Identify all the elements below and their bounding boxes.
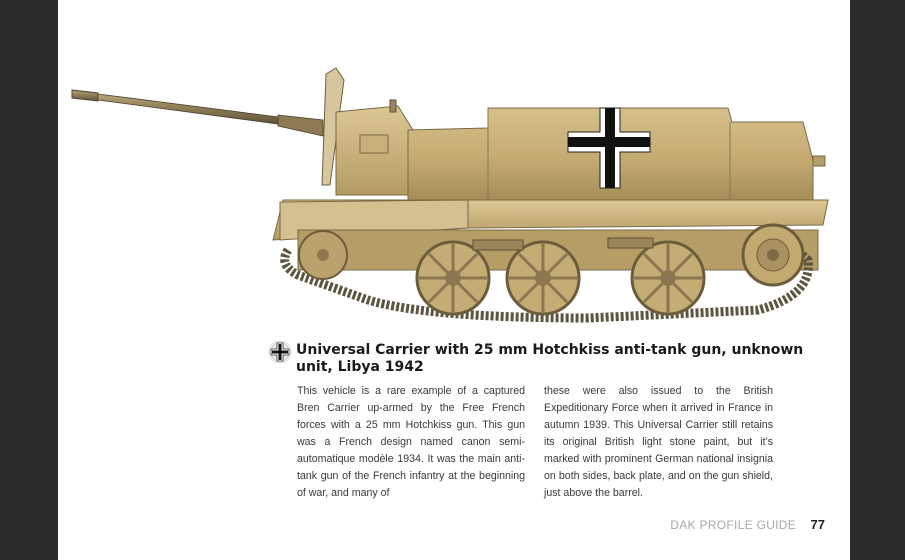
caption-title: Universal Carrier with 25 mm Hotchkiss anti-tank gun, unknown unit, Libya 1942 (296, 342, 804, 375)
body-text-column-2: these were also issued to the British Expeditionary Force when it arrived in France in autumn 1939. This Universal Carrier still retains its original British light stone paint, but it’s marked with prominent German national insignia on both sides, back plate, and on the gun shield, just above the barrel. (544, 385, 773, 499)
book-page (58, 0, 850, 560)
balkenkreuz-icon (268, 340, 292, 364)
running-footer-title: DAK PROFILE GUIDE (670, 518, 797, 532)
gun-barrel (72, 90, 323, 136)
page-footer (670, 516, 825, 534)
right-gutter (850, 0, 905, 560)
left-gutter (0, 0, 58, 560)
fighting-compartment (336, 100, 413, 195)
page-number: 77 (810, 517, 825, 532)
body-text-column-1: This vehicle is a rare example of a captured Bren Carrier up-armed by the Free French forces with a 25 mm Hotchkiss gun. This gun was a French design named canon semi-automatique modèle 1934. It was the main anti-tank gun of the French infantry at the beginning of war, and many of (297, 385, 525, 499)
universal-carrier-illustration (68, 60, 838, 330)
